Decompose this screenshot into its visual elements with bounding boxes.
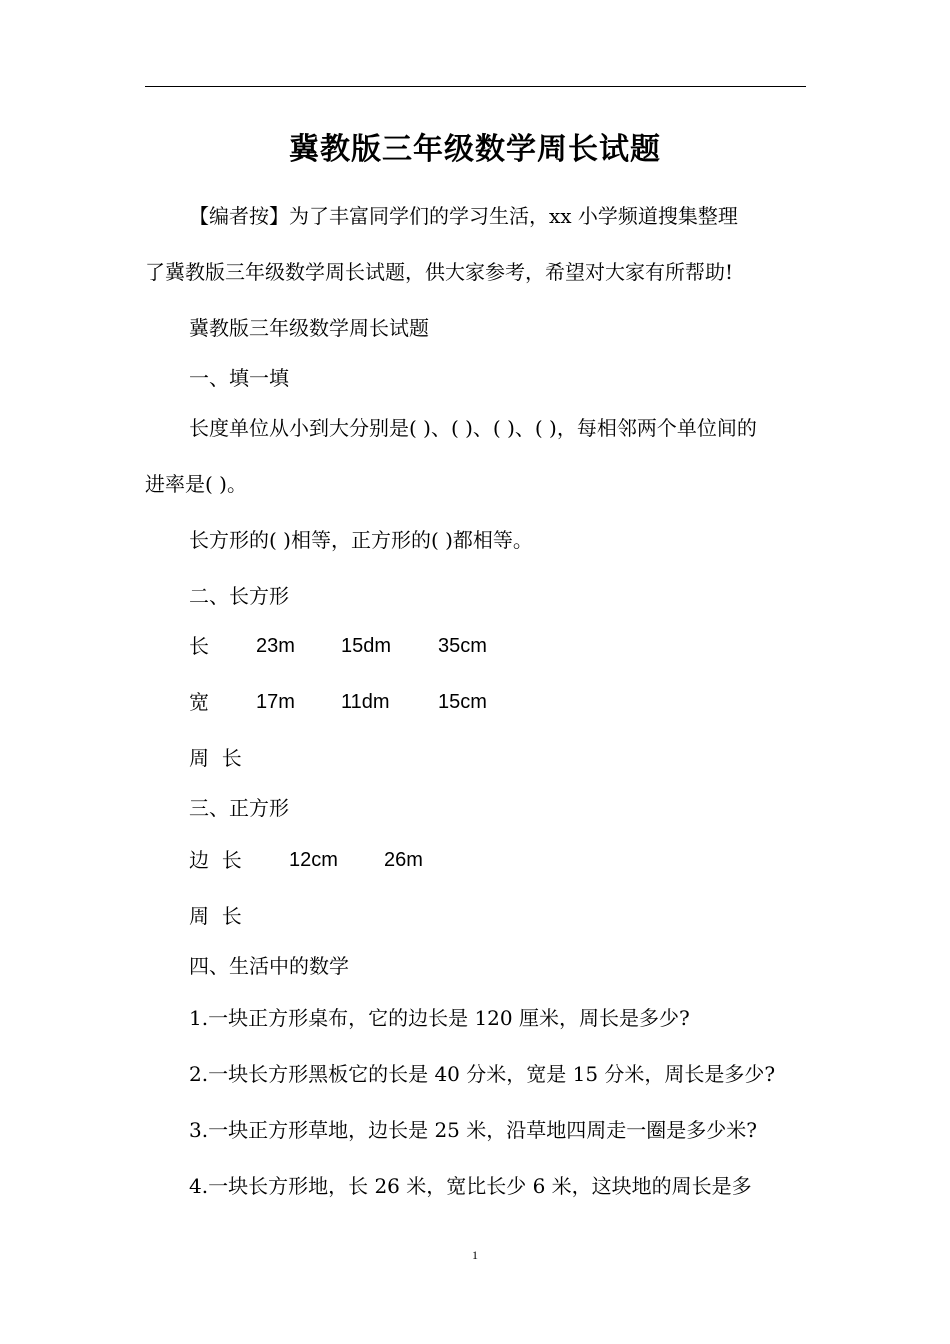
row-label-side: 边 长 (189, 848, 242, 872)
list-item: 4.一块长方形地，长 26 米，宽比长少 6 米，这块地的周长是多 (189, 1174, 752, 1198)
row-label-length: 长 (189, 634, 209, 658)
section-2-heading: 二、长方形 (189, 584, 289, 608)
row-label-perimeter: 周 长 (189, 904, 242, 928)
table-cell: 15cm (438, 691, 487, 713)
table-cell: 26m (384, 849, 423, 871)
table-cell: 17m (256, 691, 295, 713)
section-1-heading: 一、填一填 (189, 366, 289, 390)
table-cell: 12cm (289, 849, 338, 871)
section-1-question-1-line-1: 长度单位从小到大分别是( )、( )、( )、( )，每相邻两个单位间的 (189, 416, 757, 440)
section-3-heading: 三、正方形 (189, 796, 289, 820)
section-4-heading: 四、生活中的数学 (189, 954, 349, 978)
list-item: 1.一块正方形桌布，它的边长是 120 厘米，周长是多少? (189, 1006, 690, 1030)
row-label-width: 宽 (189, 690, 209, 714)
table-cell: 35cm (438, 635, 487, 657)
page-number: 1 (472, 1248, 478, 1262)
section-1-question-2: 长方形的( )相等，正方形的( )都相等。 (189, 528, 533, 552)
table-cell: 15dm (341, 635, 392, 657)
table-cell: 23m (256, 635, 295, 657)
header-rule (145, 86, 806, 87)
subtitle: 冀教版三年级数学周长试题 (189, 316, 429, 340)
list-item: 3.一块正方形草地，边长是 25 米，沿草地四周走一圈是多少米? (189, 1118, 757, 1142)
intro-line-2: 了冀教版三年级数学周长试题，供大家参考，希望对大家有所帮助! (145, 260, 734, 284)
intro-line-1: 【编者按】为了丰富同学们的学习生活，xx 小学频道搜集整理 (189, 204, 738, 228)
document-title: 冀教版三年级数学周长试题 (289, 132, 661, 167)
section-1-question-1-line-2: 进率是( )。 (145, 472, 247, 496)
table-cell: 11dm (341, 691, 390, 713)
row-label-perimeter: 周 长 (189, 746, 242, 770)
list-item: 2.一块长方形黑板它的长是 40 分米，宽是 15 分米，周长是多少? (189, 1062, 776, 1086)
